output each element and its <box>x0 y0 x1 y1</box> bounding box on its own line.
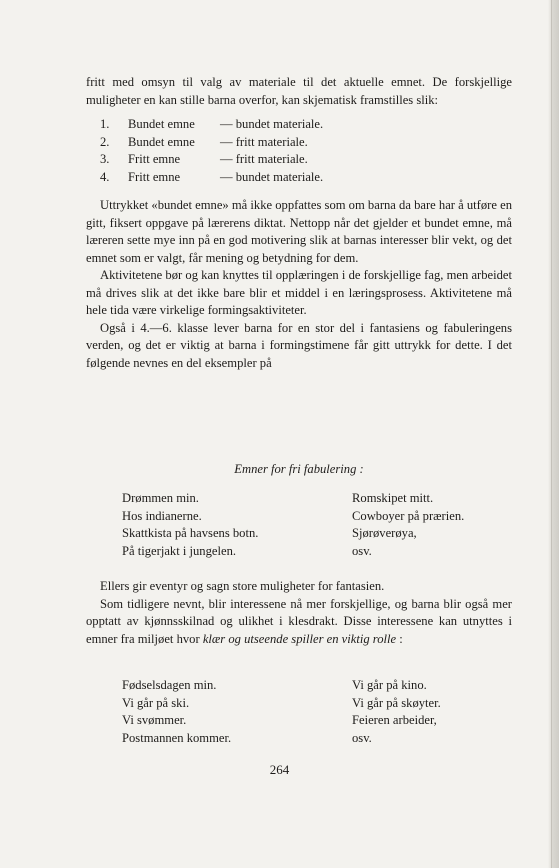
page-edge <box>548 0 559 868</box>
list-item: Sjørøverøya, <box>352 526 417 540</box>
paragraph-3: Aktivitetene bør og kan knyttes til opplæringen i de forskjellige fag, men arbeidet må drives slik at det ikke bare blir et middel i en læringsprosess. Aktivitetene må hele tida være virkelige formingsaktiviteter. <box>86 268 512 317</box>
miljo-list-right <box>352 677 441 747</box>
list-item: 1. Bundet emne — bundet materiale. <box>100 117 324 131</box>
list-item: Drømmen min. <box>122 491 199 505</box>
paragraph-4: Også i 4.—6. klasse lever barna for en stor del i fantasiens og fabuleringens verden, og det er viktig at barna i formingstimene får gitt uttrykk for dette. I det følgende nevnes en del eksempler på <box>86 320 512 370</box>
list-item: Vi svømmer. <box>122 713 187 727</box>
list-item: På tigerjakt i jungelen. <box>122 543 237 558</box>
list-item: 3. Fritt emne — fritt materiale. <box>100 152 308 166</box>
list-item: 2. Bundet emne — fritt materiale. <box>100 134 308 149</box>
paragraph-2: Uttrykket «bundet emne» må ikke oppfattes som om barna da bare har å utføre en gitt, fiksert oppgave på lærerens diktat. Nettopp når det gjelder et bundet emne, må læreren sette mye inn på en god motivering slik at barnas interesser blir vekt, og det emnet som er valgt, får mening og betydning for dem. <box>86 198 512 265</box>
page-number: 264 <box>269 762 290 777</box>
paragraph-6: Som tidligere nevnt, blir interessene nå mer forskjellige, og barna blir også mer opptatt av kjønnsskilnad og ulikhet i klesdrakt. Disse interessene kan utnyttes i emner fra miljøet hvor klær og utseende spiller en viktig rolle : <box>86 596 512 646</box>
emphasis-text: klær og utseende spiller en viktig rolle <box>202 631 397 646</box>
fabulering-list-left <box>122 490 258 560</box>
list-item: 4. Fritt emne — bundet materiale. <box>100 169 324 184</box>
list-item: Feieren arbeider, <box>352 713 437 727</box>
miljo-list-left <box>122 677 231 747</box>
list-item: Vi går på skøyter. <box>352 695 441 710</box>
options-list <box>100 116 512 186</box>
section-heading-fabulering: Emner for fri fabulering : <box>234 462 364 476</box>
list-item: Skattkista på havsens botn. <box>122 526 259 540</box>
list-item: Vi går på ski. <box>122 695 190 710</box>
list-item: osv. <box>352 730 372 745</box>
body-text-bottom <box>86 578 512 648</box>
paragraph-5: Ellers gir eventyr og sagn store muligheter for fantasien. <box>100 579 385 593</box>
list-item: Vi går på kino. <box>352 678 427 692</box>
list-item: Fødselsdagen min. <box>122 678 217 692</box>
list-item: Cowboyer på prærien. <box>352 508 465 523</box>
list-item: Hos indianerne. <box>122 508 202 523</box>
list-item: Postmannen kommer. <box>122 730 232 745</box>
paragraph-1: fritt med omsyn til valg av materiale til det aktuelle emnet. De forskjellige muligheter en kan stille barna overfor, kan skjematisk framstilles slik: <box>86 75 512 107</box>
fabulering-list-right <box>352 490 464 560</box>
list-item: Romskipet mitt. <box>352 491 434 505</box>
list-item: osv. <box>352 543 372 558</box>
body-text-top <box>86 74 512 372</box>
